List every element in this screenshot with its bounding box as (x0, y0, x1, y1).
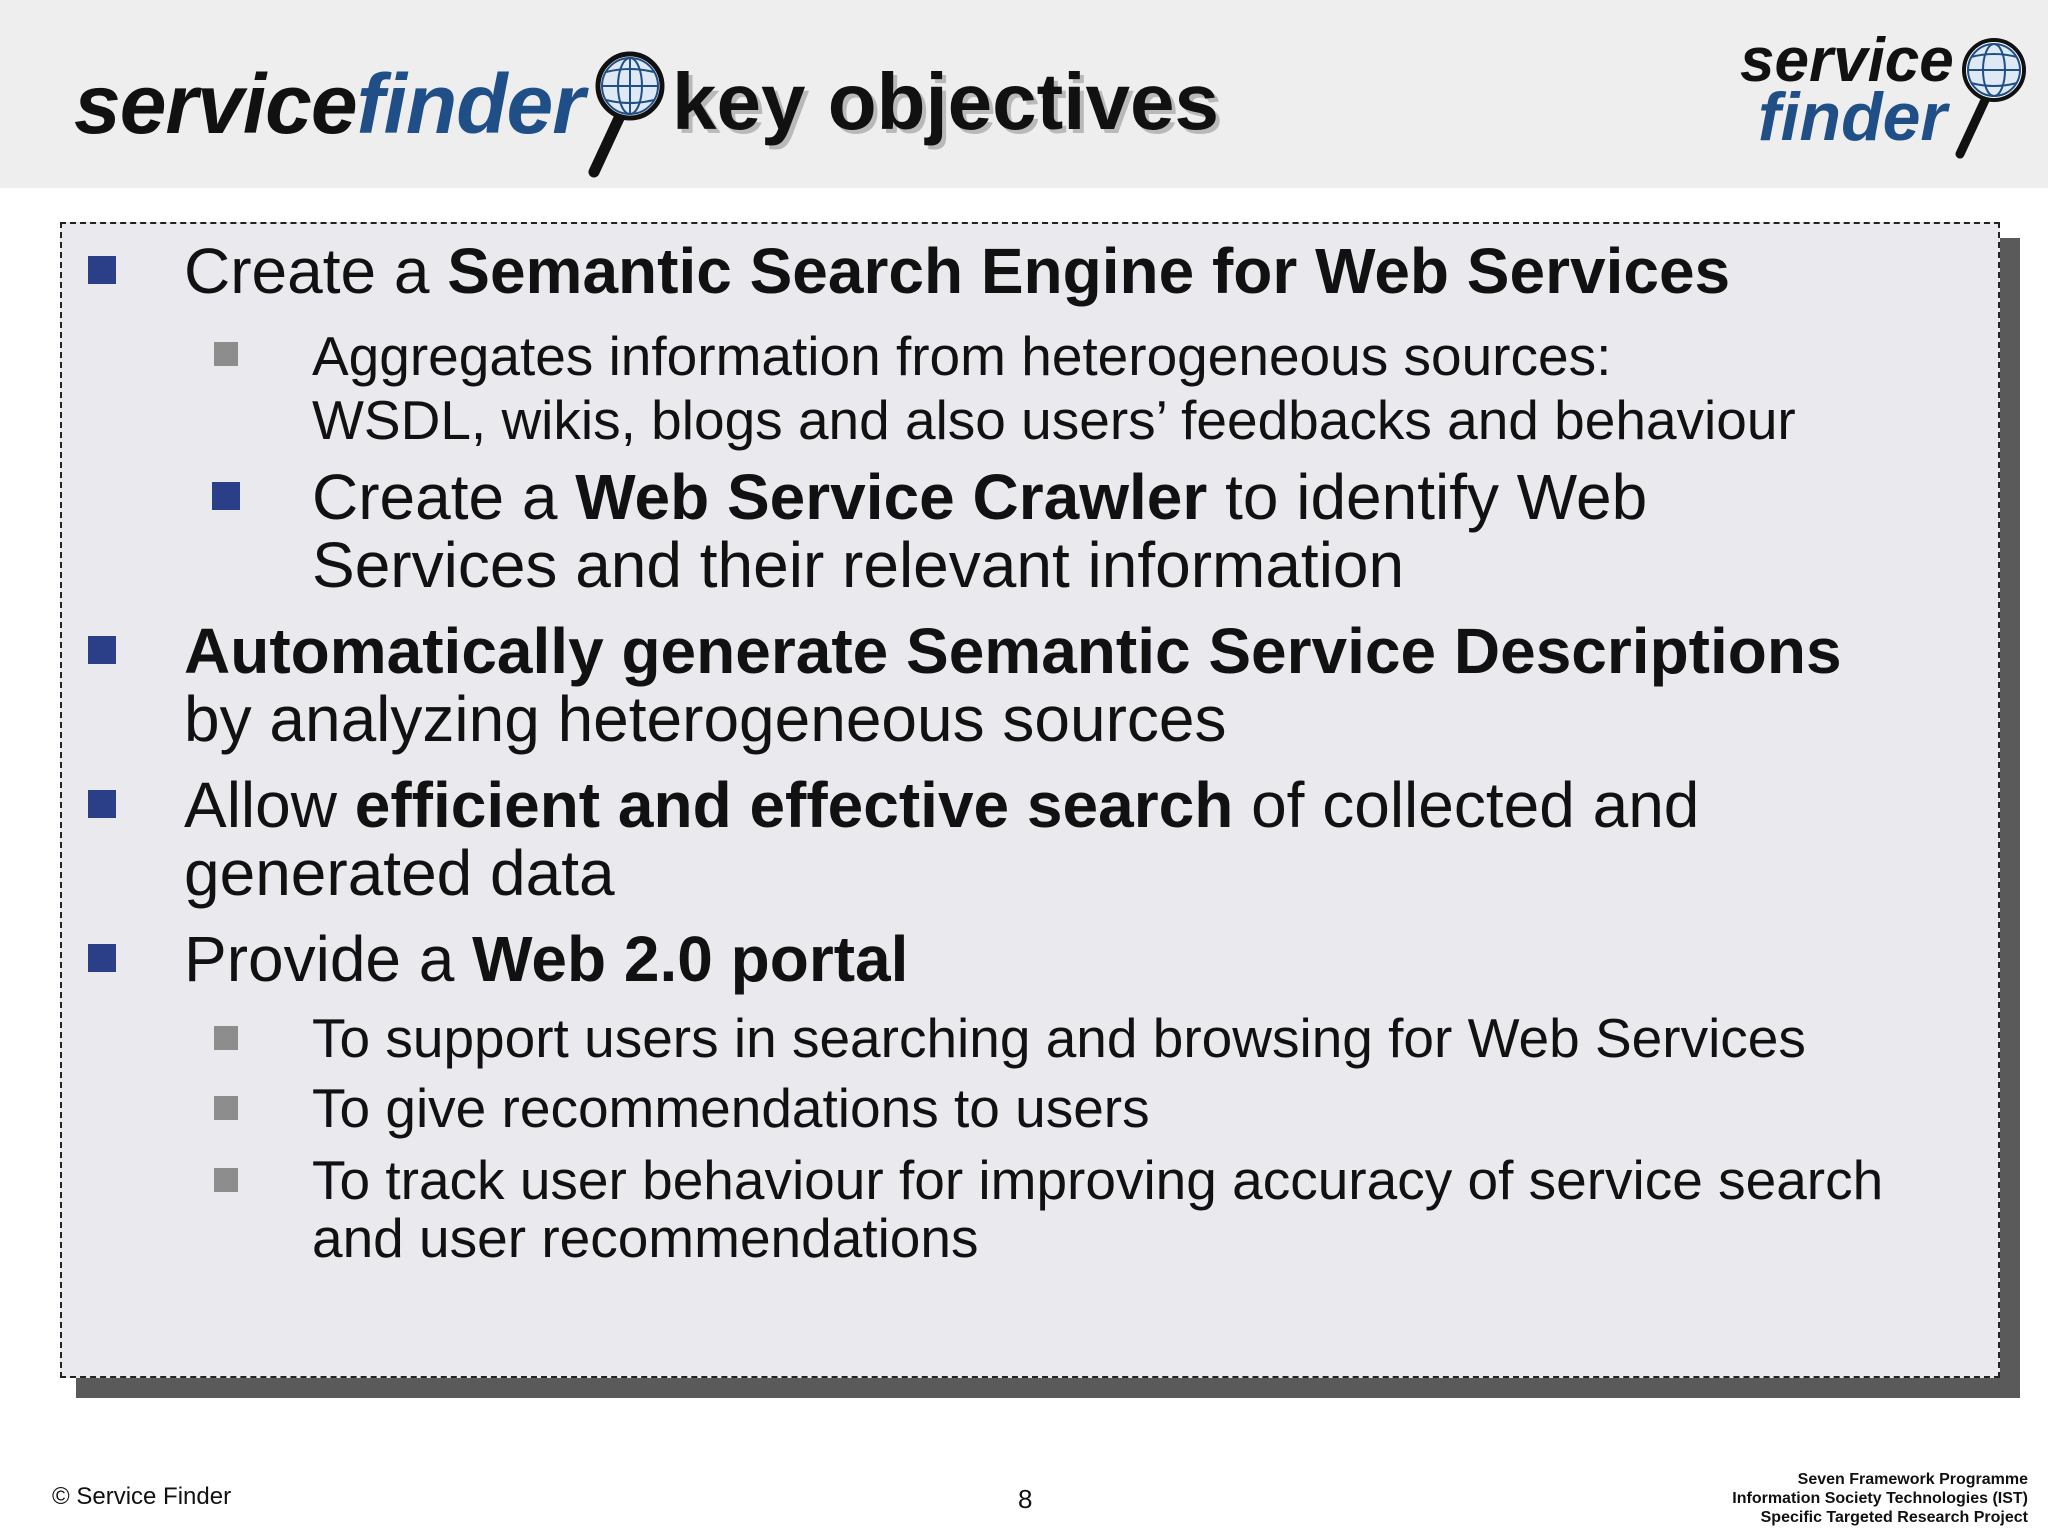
bullet-1-2-bold: Web Service Crawler (575, 461, 1208, 533)
square-bullet-icon (214, 342, 238, 366)
wordmark-text (74, 44, 584, 164)
bullet-4-1: To support users in searching and browsing for Web Services (312, 1007, 1806, 1069)
bullet-4-pre: Provide a (184, 923, 473, 995)
bullet-1-bold: Semantic Search Engine for Web Services (447, 235, 1731, 307)
square-bullet-icon (88, 636, 116, 664)
bullet-3-line-2: generated data (184, 837, 615, 909)
corner-logo-finder: finder (1758, 79, 1947, 155)
programme-line-2: Information Society Technologies (IST) (1732, 1490, 2028, 1507)
bullet-3-pre: Allow (184, 769, 355, 841)
bullet-4-2: To give recommendations to users (312, 1077, 1150, 1139)
bullet-1-1-line-1: Aggregates information from heterogeneous sources: (312, 325, 1612, 387)
bullet-4-bold: Web 2.0 portal (472, 923, 909, 995)
bullet-2-line-2: by analyzing heterogeneous sources (184, 683, 1227, 755)
footer-copyright: © Service Finder (52, 1483, 232, 1510)
square-bullet-icon (214, 1096, 238, 1120)
bullet-2-bold: Automatically generate Semantic Service Descriptions (184, 615, 1842, 687)
content-box (60, 222, 2000, 1378)
page-number: 8 (1018, 1484, 1033, 1514)
programme-line-3: Specific Targeted Research Project (1760, 1509, 2028, 1526)
bullet-2-line-1 (184, 616, 1842, 686)
square-bullet-icon (88, 944, 116, 972)
bullet-1-1-line-2: WSDL, wikis, blogs and also users’ feedbacks and behaviour (312, 389, 1796, 451)
magnifier-globe-icon (580, 44, 670, 184)
bullet-3-line-1 (184, 770, 1699, 840)
bullet-1-text (184, 236, 1730, 306)
bullet-3-post: of collected and (1233, 769, 1700, 841)
bullet-1-pre: Create a (184, 235, 448, 307)
wordmark-finder: finder (356, 57, 584, 151)
bullet-4-text (184, 924, 908, 994)
square-bullet-icon (88, 256, 116, 284)
slide-title: key objectives (672, 57, 1219, 146)
bullet-1-2-line-2: Services and their relevant information (312, 529, 1405, 601)
square-bullet-icon (214, 1026, 238, 1050)
bullet-1-2-pre: Create a (312, 461, 576, 533)
square-bullet-icon (214, 1168, 238, 1192)
corner-logo-service: service (1740, 26, 1954, 95)
footer-programme (1732, 1470, 2028, 1527)
bullet-4-3-line-2: and user recommendations (312, 1207, 979, 1269)
corner-magnifier-globe-icon (1950, 34, 2030, 164)
slide-header (0, 0, 2048, 188)
bullet-4-3-line-1: To track user behaviour for improving accuracy of service search (312, 1149, 1884, 1211)
bullet-3-bold: efficient and effective search (354, 769, 1234, 841)
corner-logo (1738, 26, 2038, 166)
square-bullet-icon (88, 790, 116, 818)
square-bullet-icon (212, 482, 240, 510)
programme-line-1: Seven Framework Programme (1797, 1471, 2028, 1488)
wordmark-service: service (74, 57, 357, 151)
bullet-1-2-line-1 (312, 462, 1647, 532)
bullet-1-2-post: to identify Web (1207, 461, 1648, 533)
service-finder-wordmark (74, 44, 670, 184)
